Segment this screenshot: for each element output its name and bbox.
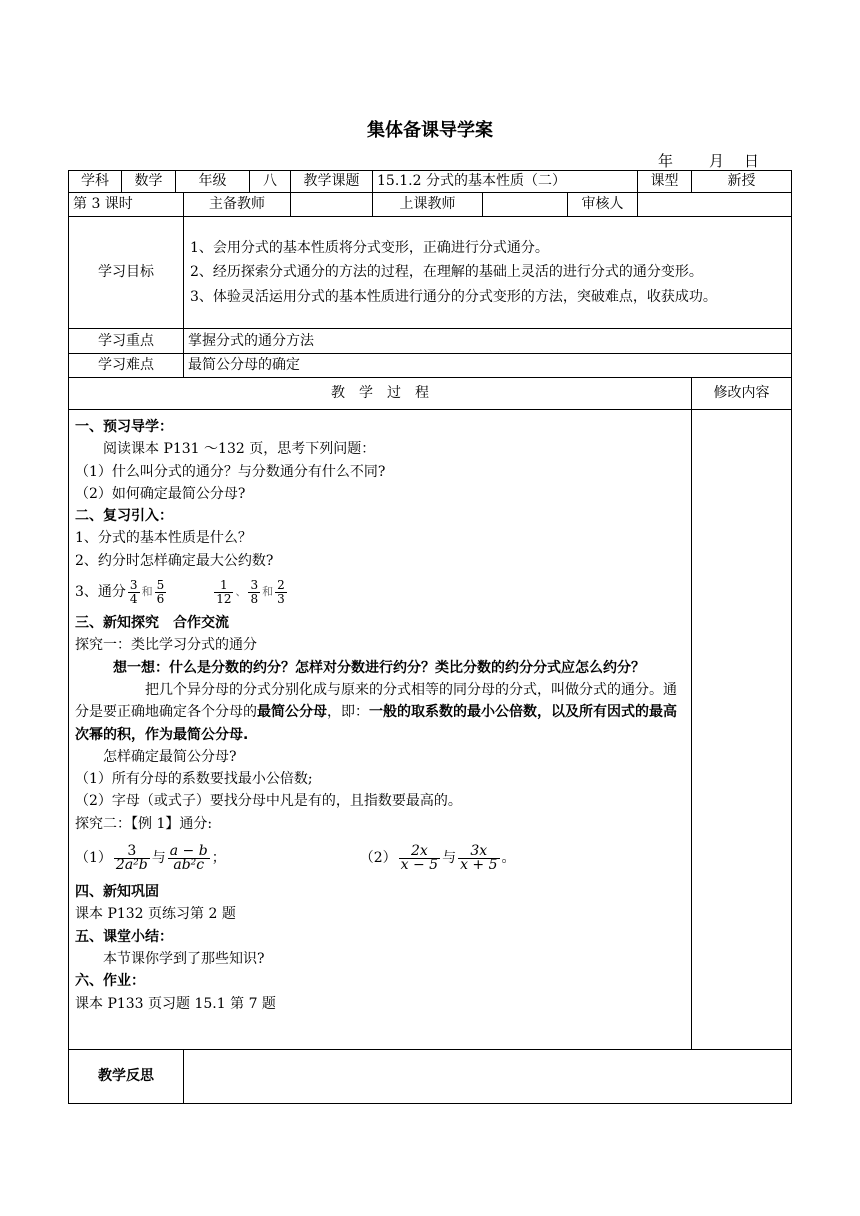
difficulty-row bbox=[69, 354, 792, 378]
process-header: 教 学 过 程 bbox=[69, 378, 692, 410]
difficulty-value: 最简公分母的确定 bbox=[184, 354, 792, 378]
text-line: 探究一：类比学习分式的通分 bbox=[75, 637, 257, 654]
section-title: 一、预习导学： bbox=[75, 419, 173, 435]
reflection-label: 教学反思 bbox=[69, 1050, 184, 1104]
text-line: 阅读课本 P131 ～132 页，思考下列问题： bbox=[103, 441, 376, 458]
objective-item: 3、体验灵活运用分式的基本性质进行通分的分式变形的方法，突破难点，收获成功。 bbox=[190, 288, 717, 305]
fraction: $\frac{3}{4}$ bbox=[129, 577, 138, 606]
chief-teacher-value[interactable] bbox=[291, 193, 373, 217]
reviewer-value[interactable] bbox=[638, 193, 792, 217]
difficulty-label: 学习难点 bbox=[69, 354, 184, 378]
key-point-row bbox=[69, 329, 792, 354]
text-line: （2）如何确定最简公分母? bbox=[75, 485, 246, 502]
chief-teacher-label: 主备教师 bbox=[184, 193, 291, 217]
key-point-value: 掌握分式的通分方法 bbox=[184, 329, 792, 354]
page-title: 集体备课导学案 bbox=[367, 120, 493, 141]
info-row-1 bbox=[69, 171, 792, 193]
fraction: $\frac{2x}{x - 5}$ bbox=[400, 842, 439, 873]
text-line: 本节课你学到了那些知识? bbox=[103, 950, 265, 967]
process-content bbox=[69, 410, 692, 1050]
text-line: 怎样确定最简公分母? bbox=[103, 748, 237, 765]
text-line: （1）什么叫分式的通分？与分数通分有什么不同? bbox=[75, 463, 386, 480]
fraction: $\frac{2}{3}$ bbox=[277, 577, 285, 606]
text-line: 2、约分时怎样确定最大公约数? bbox=[75, 552, 274, 569]
subject-value: 数学 bbox=[122, 171, 176, 193]
date-line: 年 月 日 bbox=[638, 150, 759, 171]
objective-item: 2、经历探索分式通分的方法的过程，在理解的基础上灵活的进行分式的通分变形。 bbox=[190, 264, 703, 281]
text-line: 探究二：【例 1】通分: bbox=[75, 815, 213, 832]
topic-value: 15.1.2 分式的基本性质（二） bbox=[373, 171, 638, 193]
text-line: （1）所有分母的系数要找最小公倍数; bbox=[75, 771, 313, 788]
type-label: 课型 bbox=[638, 171, 692, 193]
text-line: 课本 P132 页练习第 2 题 bbox=[75, 906, 236, 923]
section-title: 六、作业： bbox=[75, 973, 145, 990]
objectives-row bbox=[69, 217, 792, 329]
type-value: 新授 bbox=[692, 171, 792, 193]
day-blank[interactable] bbox=[724, 155, 744, 171]
fraction: $\frac{3}{\text{2a²b}}$ bbox=[115, 842, 148, 873]
period: 第 3 课时 bbox=[69, 193, 184, 217]
section-title: 四、新知巩固 bbox=[75, 884, 159, 901]
topic-label: 教学课题 bbox=[291, 171, 373, 193]
text-line: 课本 P133 页习题 15.1 第 7 题 bbox=[75, 995, 276, 1012]
reflection-content[interactable] bbox=[184, 1050, 792, 1104]
fraction: $\frac{a - b}{\text{ab²c}}$ bbox=[169, 842, 208, 873]
subject-label: 学科 bbox=[69, 171, 122, 193]
revise-content[interactable] bbox=[692, 410, 792, 1050]
revise-header: 修改内容 bbox=[692, 378, 792, 410]
fraction: $\frac{1}{12}$ bbox=[216, 577, 232, 606]
section-title: 五、课堂小结： bbox=[75, 928, 173, 945]
fraction: $\frac{5}{6}$ bbox=[156, 577, 165, 606]
info-row-2 bbox=[69, 193, 792, 217]
key-point-label: 学习重点 bbox=[69, 329, 184, 354]
lecturer-label: 上课教师 bbox=[373, 193, 483, 217]
fraction: $\frac{3}{8}$ bbox=[250, 577, 259, 606]
objectives-label: 学习目标 bbox=[69, 217, 184, 329]
reflection-row bbox=[69, 1050, 792, 1104]
section-title: 二、复习引入： bbox=[75, 508, 173, 525]
fraction-exercise: 3、通分 $\frac{3}{4}$ 和 $\frac{5}{6}$ $\frac{1}{12}$ 、 $\frac{3}{8}$ 和 $\frac{2}{3}$ bbox=[75, 577, 285, 606]
example-1-expressions: （1） $\frac{3}{\text{2a²b}}$ 与 $\frac{a - b}{\text{ab²c}}$ ； （2） $\frac{2x}{x - 5}$ 与 $\frac{3x}{x + 5}$ 。 bbox=[75, 842, 516, 873]
objective-item: 1、会用分式的基本性质将分式变形，正确进行分式通分。 bbox=[190, 239, 549, 256]
month-blank[interactable] bbox=[673, 155, 709, 171]
grade-value: 八 bbox=[250, 171, 291, 193]
text-line: 1、分式的基本性质是什么？ bbox=[75, 530, 252, 547]
definition: 把几个异分母的分式分别化成与原来的分式相等的同分母的分式，叫做分式的通分。通分是要正确地确定各个分母的最简公分母，即：一般的取系数的最小公倍数，以及所有因式的最高次幂的积，作为最简公分母. bbox=[75, 681, 677, 743]
lecturer-value[interactable] bbox=[483, 193, 568, 217]
grade-label: 年级 bbox=[176, 171, 250, 193]
year-blank[interactable] bbox=[638, 155, 658, 171]
text-line: （2）字母（或式子）要找分母中凡是有的，且指数要最高的。 bbox=[75, 793, 462, 810]
process-header-row bbox=[69, 378, 792, 410]
section-title: 三、新知探究 合作交流 bbox=[75, 615, 229, 632]
objectives-content bbox=[184, 217, 792, 329]
lesson-plan-table bbox=[68, 170, 792, 1104]
process-row bbox=[69, 410, 792, 1050]
think-prompt: 想一想：什么是分数的约分？怎样对分数进行约分？类比分数的约分分式应怎么约分？ bbox=[113, 659, 645, 676]
fraction: $\frac{3x}{x + 5}$ bbox=[460, 842, 498, 873]
reviewer-label: 审核人 bbox=[568, 193, 638, 217]
